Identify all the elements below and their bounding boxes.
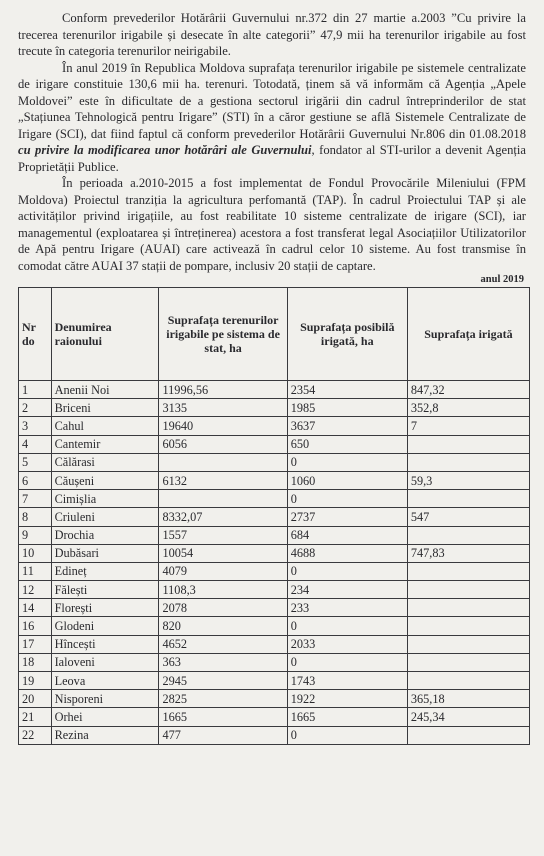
cell-irrigable-area: 8332,07	[159, 508, 287, 526]
table-row	[19, 544, 530, 562]
cell-possible-irrigated: 684	[287, 526, 407, 544]
paragraph-text: Conform prevederilor Hotărârii Guvernului nr.372 din 27 martie a.2003 ”Cu privire la trecerea terenurilor irigabile și desecate în alte categorii” 47,9 mii ha terenurilor irigabile au fost trecute în categoria terenurilor neirigabile.	[18, 11, 526, 58]
cell-irrigated: 245,34	[407, 708, 529, 726]
cell-possible-irrigated: 2737	[287, 508, 407, 526]
header-possible-irrigated: Suprafața posibilă irigată, ha	[287, 288, 407, 381]
cell-irrigable-area: 363	[159, 653, 287, 671]
cell-district: Călărasi	[51, 453, 159, 471]
cell-district: Dubăsari	[51, 544, 159, 562]
cell-irrigable-area: 19640	[159, 417, 287, 435]
cell-district: Briceni	[51, 399, 159, 417]
cell-irrigated	[407, 726, 529, 744]
cell-nr: 10	[19, 544, 52, 562]
cell-nr: 19	[19, 672, 52, 690]
cell-district: Glodeni	[51, 617, 159, 635]
cell-irrigable-area: 1557	[159, 526, 287, 544]
header-district: Denumirea raionului	[51, 288, 159, 381]
cell-possible-irrigated: 2354	[287, 381, 407, 399]
cell-district: Drochia	[51, 526, 159, 544]
header-irrigable-area: Suprafața terenurilor irigabile pe sistema de stat, ha	[159, 288, 287, 381]
table-row	[19, 726, 530, 744]
cell-irrigated	[407, 435, 529, 453]
cell-nr: 11	[19, 562, 52, 580]
cell-district: Florești	[51, 599, 159, 617]
cell-irrigated	[407, 617, 529, 635]
cell-irrigable-area	[159, 490, 287, 508]
cell-possible-irrigated: 3637	[287, 417, 407, 435]
cell-possible-irrigated: 0	[287, 562, 407, 580]
cell-possible-irrigated: 0	[287, 490, 407, 508]
cell-district: Hîncești	[51, 635, 159, 653]
cell-irrigated	[407, 453, 529, 471]
cell-possible-irrigated: 4688	[287, 544, 407, 562]
paragraph	[18, 175, 526, 274]
cell-nr: 16	[19, 617, 52, 635]
cell-nr: 8	[19, 508, 52, 526]
cell-irrigable-area: 2945	[159, 672, 287, 690]
header-nr: Nr do	[19, 288, 52, 381]
cell-irrigated: 747,83	[407, 544, 529, 562]
cell-irrigated: 847,32	[407, 381, 529, 399]
cell-irrigated: 59,3	[407, 471, 529, 489]
cell-irrigable-area: 10054	[159, 544, 287, 562]
table-body	[19, 381, 530, 745]
cell-irrigated	[407, 653, 529, 671]
cell-possible-irrigated: 1743	[287, 672, 407, 690]
cell-possible-irrigated: 1665	[287, 708, 407, 726]
cell-irrigable-area: 11996,56	[159, 381, 287, 399]
cell-district: Cahul	[51, 417, 159, 435]
cell-irrigated	[407, 599, 529, 617]
table-row	[19, 381, 530, 399]
cell-nr: 7	[19, 490, 52, 508]
paragraph	[18, 10, 526, 60]
cell-district: Cimișlia	[51, 490, 159, 508]
table-header-row	[19, 288, 530, 381]
cell-nr: 12	[19, 581, 52, 599]
cell-possible-irrigated: 233	[287, 599, 407, 617]
cell-district: Căușeni	[51, 471, 159, 489]
cell-irrigable-area: 1665	[159, 708, 287, 726]
cell-possible-irrigated: 0	[287, 653, 407, 671]
cell-irrigable-area: 1108,3	[159, 581, 287, 599]
cell-irrigated	[407, 672, 529, 690]
table-row	[19, 526, 530, 544]
table-row	[19, 635, 530, 653]
cell-nr: 20	[19, 690, 52, 708]
table-row	[19, 399, 530, 417]
table-row	[19, 599, 530, 617]
table-row	[19, 471, 530, 489]
cell-irrigable-area: 6056	[159, 435, 287, 453]
table-row	[19, 672, 530, 690]
table-row	[19, 581, 530, 599]
paragraph	[18, 60, 526, 176]
cell-irrigable-area: 3135	[159, 399, 287, 417]
header-irrigated: Suprafața irigată	[407, 288, 529, 381]
cell-possible-irrigated: 1060	[287, 471, 407, 489]
table-row	[19, 562, 530, 580]
table-row	[19, 617, 530, 635]
cell-nr: 3	[19, 417, 52, 435]
cell-irrigable-area: 2825	[159, 690, 287, 708]
cell-possible-irrigated: 234	[287, 581, 407, 599]
cell-nr: 6	[19, 471, 52, 489]
cell-irrigable-area: 6132	[159, 471, 287, 489]
cell-irrigated	[407, 635, 529, 653]
paragraph-text: În anul 2019 în Republica Moldova suprafața terenurilor irigabile pe sistemele centralizate de irigare constituie 130,6 mii ha. terenuri. Totodată, ținem să vă informăm că Agenția „Apele Moldovei” este în dificultate de a gestiona sectorul irigării din cadrul întreprinderilor de stat „Stațiunea Tehnologică pentru Irigare” (STI) în a căror gestiune se află Sistemele Centralizate de Irigare (SCI), dat fiind faptul că conform prevederilor Hotărârii Guvernului Nr.806 din 01.08.2018	[18, 60, 526, 141]
table-row	[19, 653, 530, 671]
cell-nr: 18	[19, 653, 52, 671]
cell-district: Edineț	[51, 562, 159, 580]
cell-district: Fălești	[51, 581, 159, 599]
cell-possible-irrigated: 0	[287, 617, 407, 635]
cell-nr: 21	[19, 708, 52, 726]
cell-possible-irrigated: 650	[287, 435, 407, 453]
cell-irrigable-area: 2078	[159, 599, 287, 617]
cell-irrigable-area: 4652	[159, 635, 287, 653]
cell-irrigated	[407, 562, 529, 580]
cell-irrigated: 365,18	[407, 690, 529, 708]
cell-possible-irrigated: 0	[287, 726, 407, 744]
cell-irrigated: 547	[407, 508, 529, 526]
cell-district: Ialoveni	[51, 653, 159, 671]
cell-nr: 17	[19, 635, 52, 653]
cell-nr: 9	[19, 526, 52, 544]
cell-irrigated	[407, 526, 529, 544]
cell-district: Nisporeni	[51, 690, 159, 708]
cell-irrigable-area: 4079	[159, 562, 287, 580]
paragraph-text: În perioada a.2010-2015 a fost implementat de Fondul Provocările Mileniului (FPM Moldova) Proiectul tranziția la agricultura perfomantă (TAP). În cadrul Proiectului TAP și ale activităților privind irigațiile, au fost reabilitate 10 sisteme centralizate de irigare (SCI), iar managementul (exploatarea și întreținerea) acestora a fost transferat legal Asociațiilor Utilizatorilor de Apă pentru Irigare (AUAI) care activează în cadrul celor 10 sisteme. Au fost transmise în comodat către AUAI 37 stații de pompare, inclusiv 20 stații de captare.	[18, 176, 526, 273]
table-row	[19, 708, 530, 726]
cell-irrigated: 352,8	[407, 399, 529, 417]
cell-district: Cantemir	[51, 435, 159, 453]
cell-nr: 5	[19, 453, 52, 471]
table-row	[19, 490, 530, 508]
irrigation-table	[18, 287, 530, 745]
cell-district: Anenii Noi	[51, 381, 159, 399]
cell-possible-irrigated: 1922	[287, 690, 407, 708]
cell-district: Rezina	[51, 726, 159, 744]
cell-possible-irrigated: 2033	[287, 635, 407, 653]
cell-nr: 4	[19, 435, 52, 453]
cell-irrigated	[407, 490, 529, 508]
cell-nr: 2	[19, 399, 52, 417]
cell-nr: 1	[19, 381, 52, 399]
cell-district: Orhei	[51, 708, 159, 726]
cell-irrigated: 7	[407, 417, 529, 435]
paragraph-text: , fondator al STI-urilor a devenit Agenția Proprietății Publice.	[18, 143, 527, 174]
table-row	[19, 508, 530, 526]
table-row	[19, 435, 530, 453]
table-row	[19, 690, 530, 708]
table-row	[19, 453, 530, 471]
cell-irrigated	[407, 581, 529, 599]
cell-nr: 22	[19, 726, 52, 744]
cell-irrigable-area	[159, 453, 287, 471]
body-text	[18, 10, 526, 274]
table-caption: anul 2019	[480, 274, 524, 285]
cell-district: Leova	[51, 672, 159, 690]
cell-irrigable-area: 820	[159, 617, 287, 635]
cell-district: Criuleni	[51, 508, 159, 526]
cell-irrigable-area: 477	[159, 726, 287, 744]
cell-possible-irrigated: 1985	[287, 399, 407, 417]
cell-nr: 14	[19, 599, 52, 617]
emphasized-text: cu privire la modificarea unor hotărâri ale Guvernului	[18, 143, 312, 157]
table-row	[19, 417, 530, 435]
cell-possible-irrigated: 0	[287, 453, 407, 471]
